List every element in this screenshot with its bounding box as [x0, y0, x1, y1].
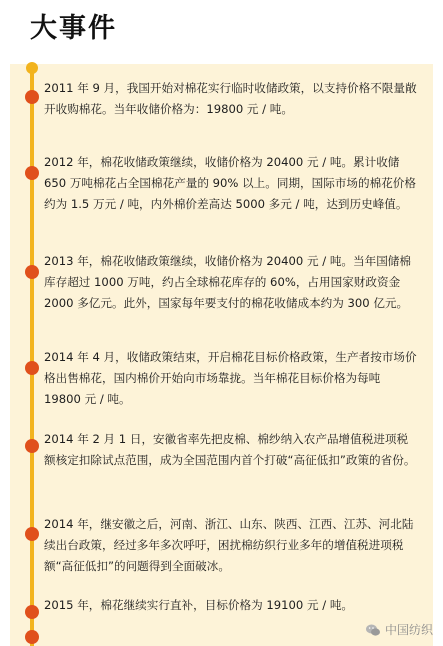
timeline-dot [25, 265, 39, 279]
timeline-rail-cap-top [26, 62, 38, 74]
timeline-dot-end [25, 630, 39, 644]
timeline-dot [25, 166, 39, 180]
timeline-event-2012: 2012 年，棉花收储政策继续，收储价格为 20400 元 / 吨。累计收储 650 万吨棉花占全国棉花产量的 90% 以上。同期，国际市场的棉花价格约为 1.5 万元 / 吨，内外棉价差高达 5000 多元 / 吨，达到历史峰值。 [44, 155, 416, 211]
page-title: 大事件 [30, 13, 117, 44]
wechat-icon [365, 622, 381, 638]
timeline-dot [25, 527, 39, 541]
timeline-event-2011: 2011 年 9 月，我国开始对棉花实行临时收储政策，以支持价格不限量敞开收购棉花。当年收储价格为：19800 元 / 吨。 [44, 81, 417, 116]
timeline-event-2013: 2013 年，棉花收储政策继续，收储价格为 20400 元 / 吨。当年国储棉库存超过 1000 万吨，约占全球棉花库存的 60%，占用国家财政资金 2000 多亿元。此外，国家每年要支付的棉花收储成本约为 300 亿元。 [44, 254, 411, 310]
timeline-event-2014-apr: 2014 年 4 月，收储政策结束，开启棉花目标价格政策，生产者按市场价格出售棉花，国内棉价开始向市场靠拢。当年棉花目标价格为每吨 19800 元 / 吨。 [44, 350, 417, 406]
timeline-dot [25, 605, 39, 619]
timeline-dot [25, 361, 39, 375]
timeline-dot [25, 439, 39, 453]
timeline-event-2014: 2014 年，继安徽之后，河南、浙江、山东、陕西、江西、江苏、河北陆续出台政策，经过多年多次呼吁，困扰棉纺织行业多年的增值税进项税额“高征低扣”的问题得到全面破冰。 [44, 517, 414, 573]
timeline-event-2014-feb: 2014 年 2 月 1 日，安徽省率先把皮棉、棉纱纳入农产品增值税进项税额核定扣除试点范围，成为全国范围内首个打破“高征低扣”政策的省份。 [44, 432, 416, 467]
timeline-rail [30, 64, 34, 646]
watermark-text: 中国纺织 [384, 623, 433, 637]
timeline-dot [25, 90, 39, 104]
timeline-panel [10, 64, 433, 646]
watermark [365, 621, 433, 638]
timeline-event-2015: 2015 年，棉花继续实行直补，目标价格为 19100 元 / 吨。 [44, 598, 354, 612]
